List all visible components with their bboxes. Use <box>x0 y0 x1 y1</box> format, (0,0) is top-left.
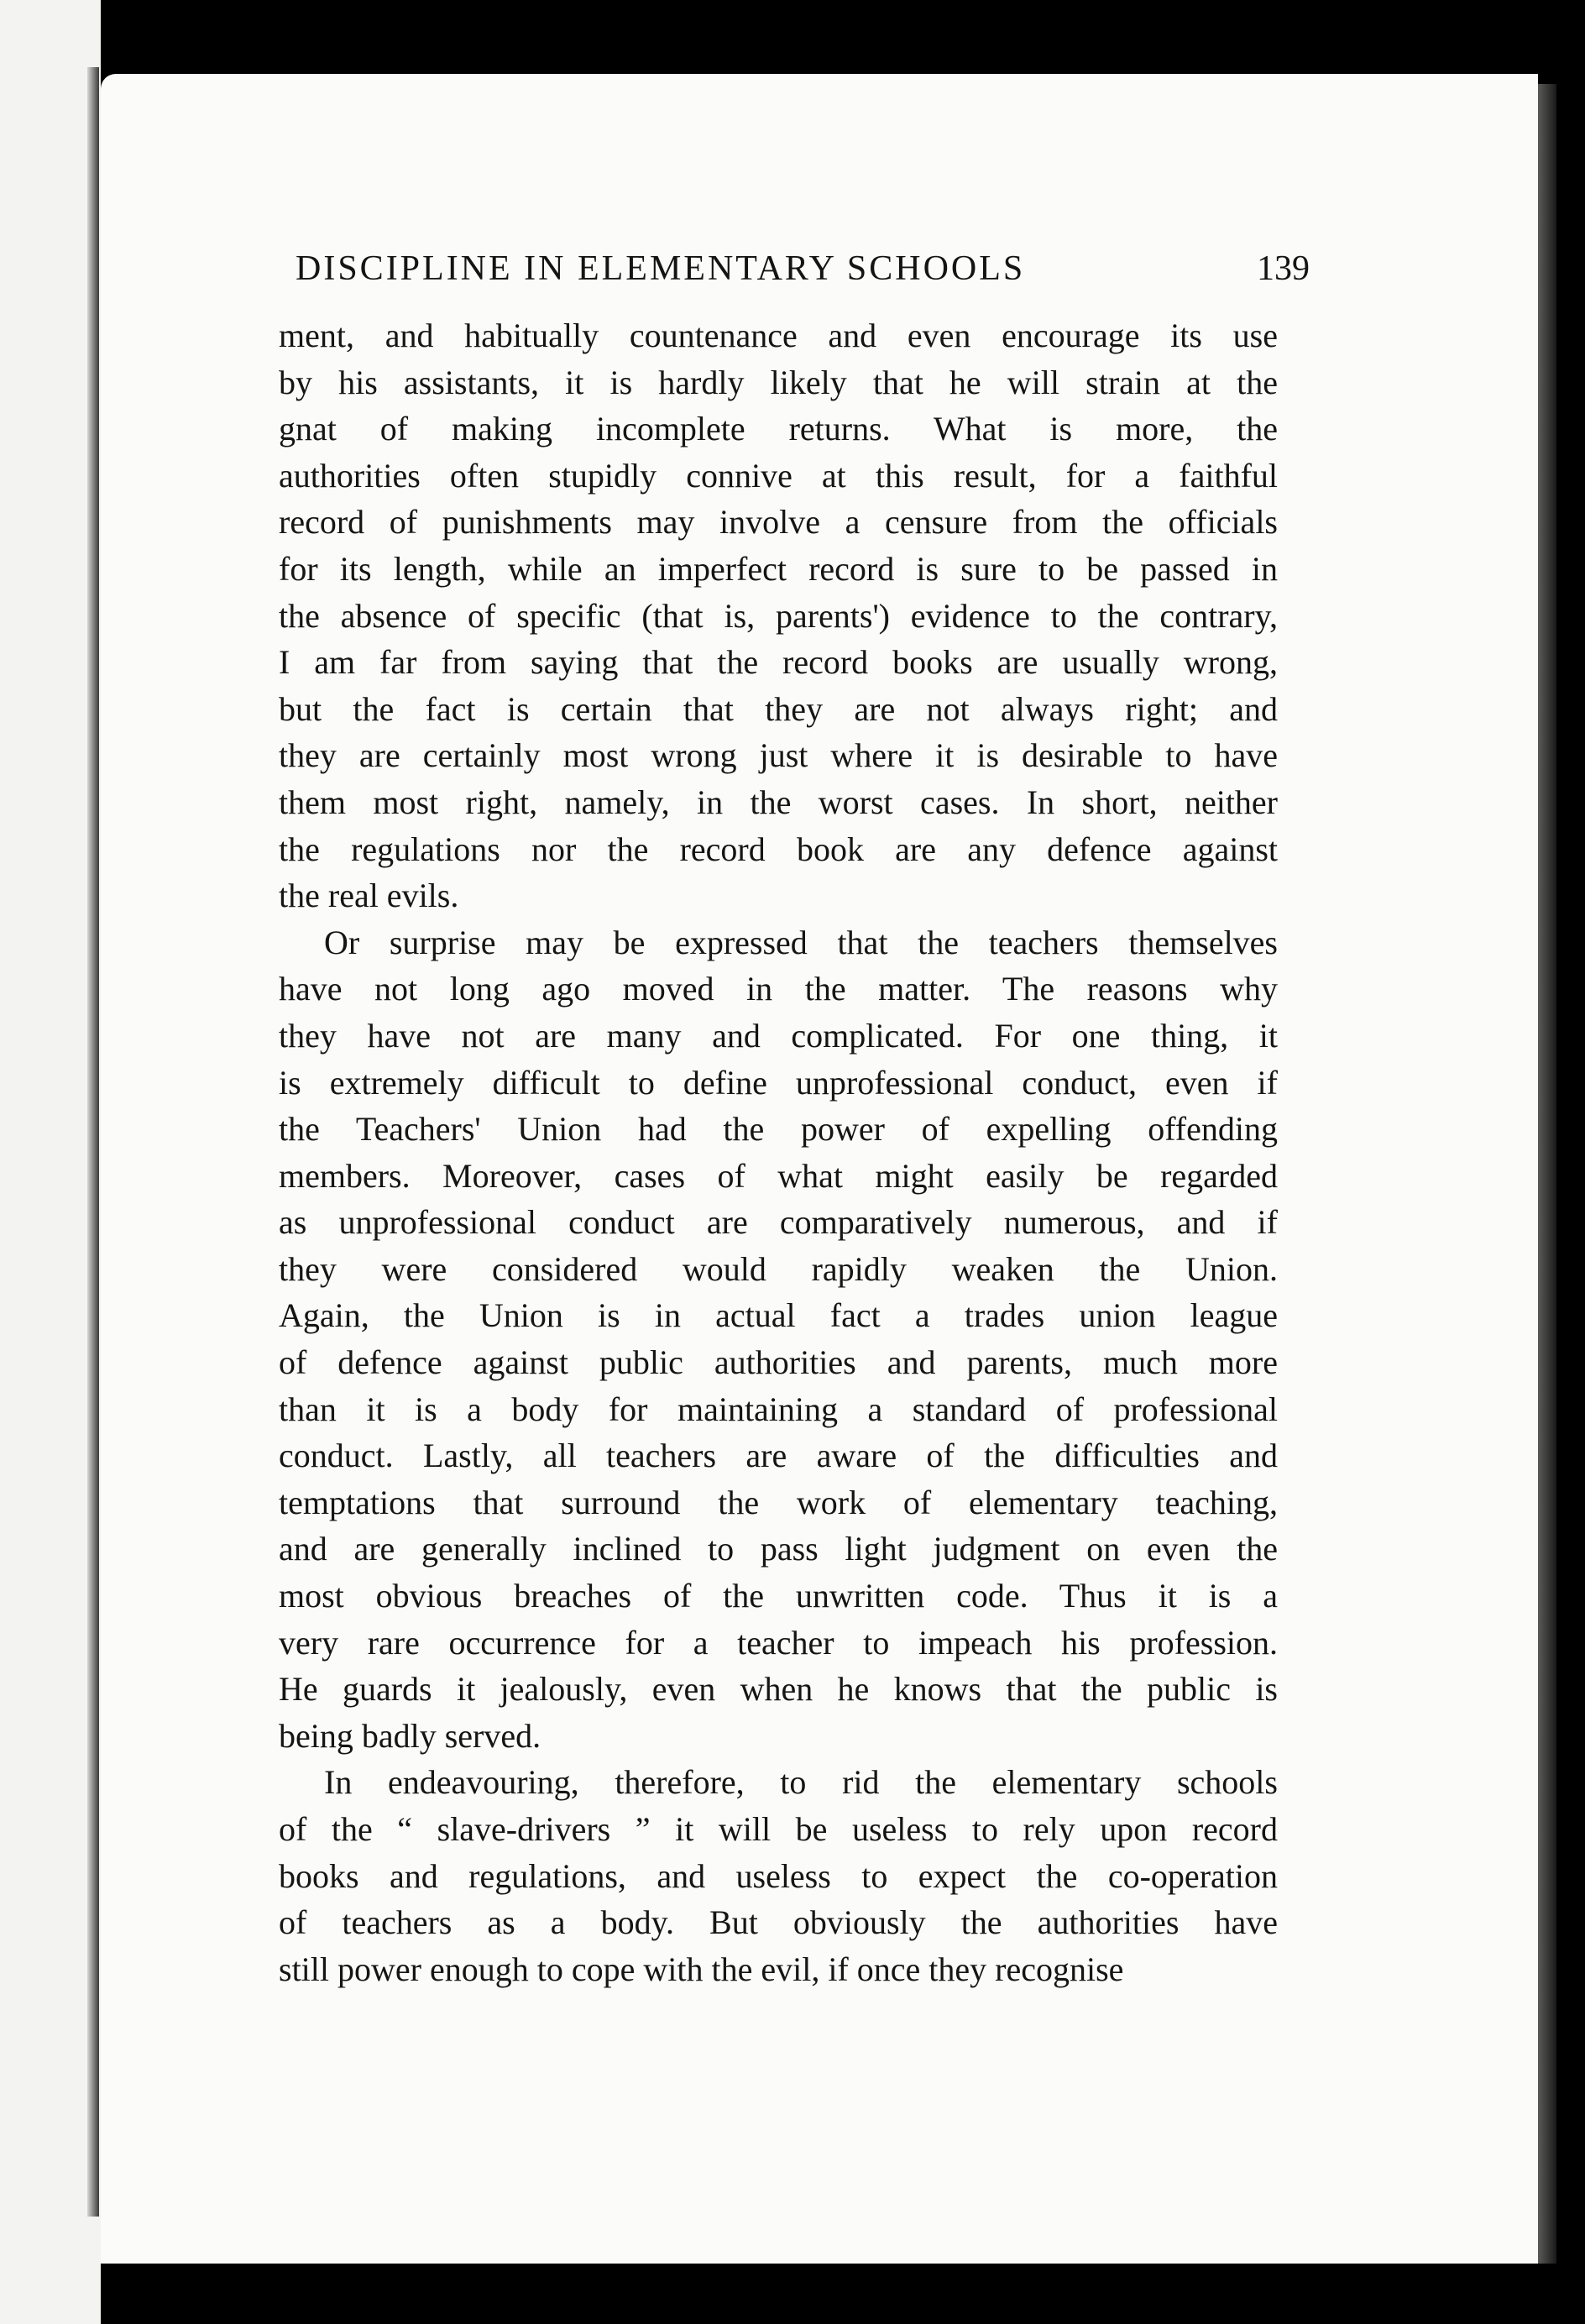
text-line: of defence against public authorities and parents, much more <box>279 1343 1278 1382</box>
text-line: books and regulations, and useless to expect the co-operation <box>279 1856 1278 1895</box>
text-line: the real evils. <box>279 877 459 915</box>
text-line: conduct. Lastly, all teachers are aware of the difficulties and <box>279 1437 1278 1475</box>
page-number: 139 <box>1257 249 1310 288</box>
text-line: He guards it jealously, even when he knows that the public is <box>279 1670 1278 1709</box>
text-line: of teachers as a body. But obviously the authorities have <box>279 1903 1278 1942</box>
text-line: Or surprise may be expressed that the teachers themselves <box>324 923 1278 961</box>
text-line: the regulations nor the record book are any defence against <box>279 830 1278 868</box>
text-line: they are certainly most wrong just where it is desirable to have <box>279 736 1278 775</box>
text-line: In endeavouring, therefore, to rid the elementary schools <box>324 1763 1278 1802</box>
text-line: being badly served. <box>279 1716 541 1755</box>
text-line: than it is a body for maintaining a standard of professional <box>279 1390 1278 1428</box>
facing-page-edge <box>0 0 101 2324</box>
text-line: gnat of making incomplete returns. What is more, the <box>279 410 1278 448</box>
text-line: ment, and habitually countenance and even encourage its use <box>279 317 1278 354</box>
binding-gutter <box>87 67 99 2217</box>
text-line: the absence of specific (that is, parents') evidence to the contrary, <box>279 596 1278 635</box>
text-line: record of punishments may involve a censure from the officials <box>279 503 1278 542</box>
paragraph <box>279 312 1278 919</box>
text-line: Again, the Union is in actual fact a trades union league <box>279 1296 1278 1335</box>
text-line: for its length, while an imperfect record is sure to be passed in <box>279 549 1278 588</box>
text-line: and are generally inclined to pass light judgment on even the <box>279 1530 1278 1568</box>
text-line: they were considered would rapidly weaken the Union. <box>279 1249 1278 1288</box>
text-line: members. Moreover, cases of what might easily be regarded <box>279 1156 1278 1195</box>
text-line: authorities often stupidly connive at this result, for a faithful <box>279 456 1278 495</box>
text-line: is extremely difficult to define unprofessional conduct, even if <box>279 1063 1278 1102</box>
running-header: DISCIPLINE IN ELEMENTARY SCHOOLS <box>296 249 1026 288</box>
text-line: the Teachers' Union had the power of expelling offending <box>279 1110 1278 1149</box>
text-line: I am far from saying that the record books are usually wrong, <box>279 643 1278 682</box>
text-line: they have not are many and complicated. For one thing, it <box>279 1016 1278 1055</box>
paragraph <box>279 919 1278 1760</box>
text-line: them most right, namely, in the worst cases. In short, neither <box>279 783 1278 821</box>
paragraph <box>279 1759 1278 1992</box>
text-line: by his assistants, it is hardly likely that he will strain at the <box>279 363 1278 401</box>
text-line: as unprofessional conduct are comparatively numerous, and if <box>279 1203 1278 1242</box>
text-line: but the fact is certain that they are not always right; and <box>279 689 1278 728</box>
body-text <box>279 312 1278 1992</box>
text-line: very rare occurrence for a teacher to impeach his profession. <box>279 1623 1278 1662</box>
text-line: temptations that surround the work of elementary teaching, <box>279 1483 1278 1521</box>
text-line: of the “ slave-drivers ” it will be useless to rely upon record <box>279 1810 1278 1848</box>
text-line: have not long ago moved in the matter. The reasons why <box>279 970 1278 1008</box>
text-line: still power enough to cope with the evil, if once they recognise <box>279 1950 1124 1988</box>
page-fore-edge <box>1538 84 1556 2264</box>
text-line: most obvious breaches of the unwritten code. Thus it is a <box>279 1577 1278 1615</box>
